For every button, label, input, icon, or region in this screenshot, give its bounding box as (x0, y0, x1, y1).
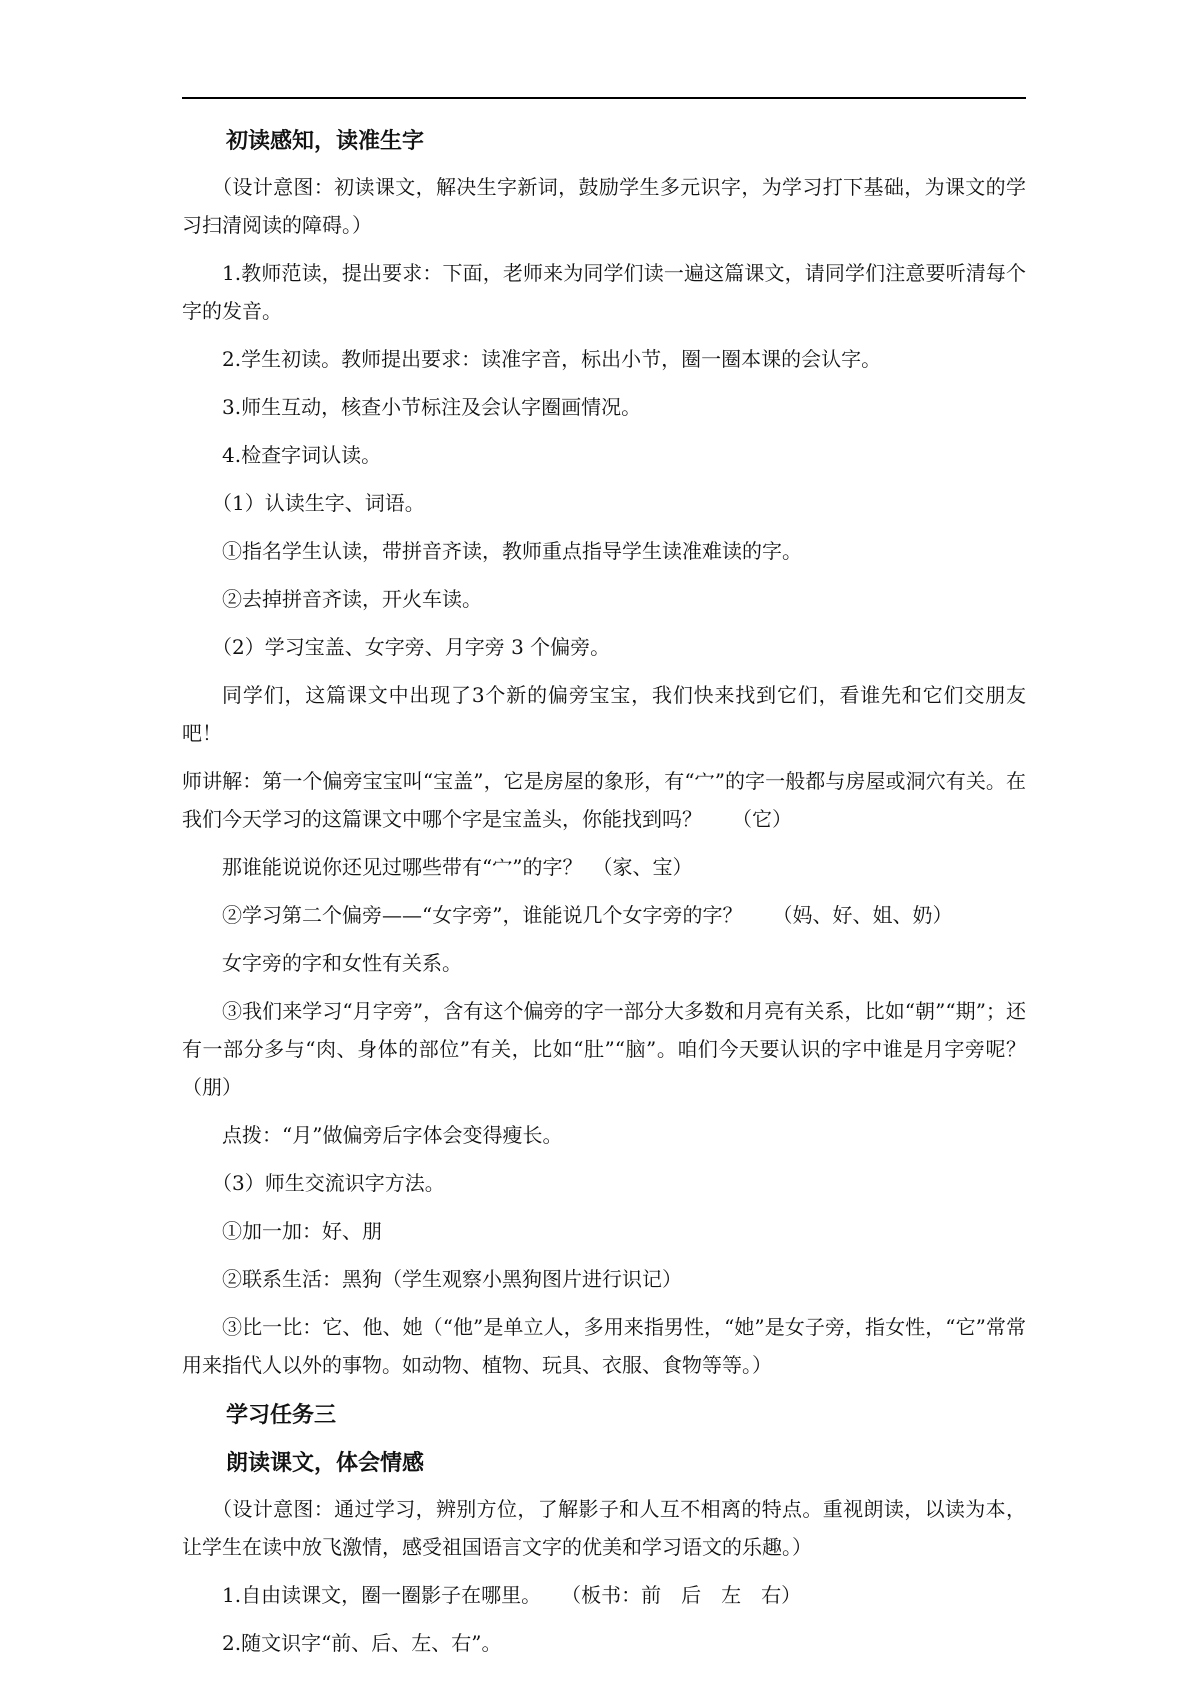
method-2: ②联系生活：黑狗（学生观察小黑狗图片进行识记） (222, 1267, 682, 1291)
method-1: ①加一加：好、朋 (222, 1219, 382, 1243)
substep-3: （3）师生交流识字方法。 (212, 1171, 445, 1195)
teacher-explanation: 师讲解：第一个偏旁宝宝叫“宝盖”，它是房屋的象形，有“宀”的字一般都与房屋或洞穴有关。在我们今天学习的这篇课文中哪个字是宝盖头，你能找到吗？ （它） (182, 769, 1026, 831)
step-2: 2.学生初读。教师提出要求：读准字音，标出小节，圈一圈本课的会认字。 (222, 347, 882, 371)
substep-1a: ①指名学生认读，带拼音齐读，教师重点指导学生读准难读的字。 (222, 539, 802, 563)
step-3: 3.师生互动，核查小节标注及会认字圈画情况。 (222, 395, 642, 419)
substep-1: （1）认读生字、词语。 (212, 491, 425, 515)
section-heading-2: 朗读课文，体会情感 (226, 1451, 425, 1476)
intro-paragraph: 同学们，这篇课文中出现了3个新的偏旁宝宝，我们快来找到它们，看谁先和它们交朋友吧！ (182, 683, 1026, 745)
read-step-1: 1.自由读课文，圈一圈影子在哪里。 （板书：前 后 左 右） (222, 1583, 802, 1607)
task-heading: 学习任务三 (226, 1403, 337, 1428)
header-rule (182, 97, 1026, 99)
question-paragraph: 那谁能说说你还见过哪些带有“宀”的字？ （家、宝） (222, 855, 693, 879)
section-heading: 初读感知，读准生字 (226, 129, 425, 154)
substep-1b: ②去掉拼音齐读，开火车读。 (222, 587, 482, 611)
step-1: 1.教师范读，提出要求：下面，老师来为同学们读一遍这篇课文，请同学们注意要听清每个字的发音。 (182, 261, 1026, 323)
method-3: ③比一比：它、他、她（“他”是单立人，多用来指男性，“她”是女子旁，指女性，“它”常常用来指代人以外的事物。如动物、植物、玩具、衣服、食物等等。） (182, 1315, 1026, 1377)
tip-paragraph: 点拨：“月”做偏旁后字体会变得瘦长。 (222, 1123, 563, 1147)
radical-3: ③我们来学习“月字旁”，含有这个偏旁的字一部分大多数和月亮有关系，比如“朝”“期”；还有一部分多与“肉、身体的部位”有关，比如“肚”“脑”。咱们今天要认识的字中谁是月字旁呢？（朋） (182, 999, 1026, 1099)
radical-2: ②学习第二个偏旁——“女字旁”，谁能说几个女字旁的字？ （妈、好、姐、奶） (222, 903, 953, 927)
substep-2: （2）学习宝盖、女字旁、月字旁 3 个偏旁。 (212, 635, 611, 659)
step-4: 4.检查字词认读。 (222, 443, 382, 467)
design-intent-2: （设计意图：通过学习，辨别方位，了解影子和人互不相离的特点。重视朗读，以读为本，让学生在读中放飞激情，感受祖国语言文字的优美和学习语文的乐趣。） (182, 1497, 1026, 1559)
female-note: 女字旁的字和女性有关系。 (222, 951, 462, 975)
document-body (182, 120, 1026, 1672)
read-step-2: 2.随文识字“前、后、左、右”。 (222, 1631, 502, 1655)
design-intent: （设计意图：初读课文，解决生字新词，鼓励学生多元识字，为学习打下基础，为课文的学习扫清阅读的障碍。） (182, 175, 1026, 237)
